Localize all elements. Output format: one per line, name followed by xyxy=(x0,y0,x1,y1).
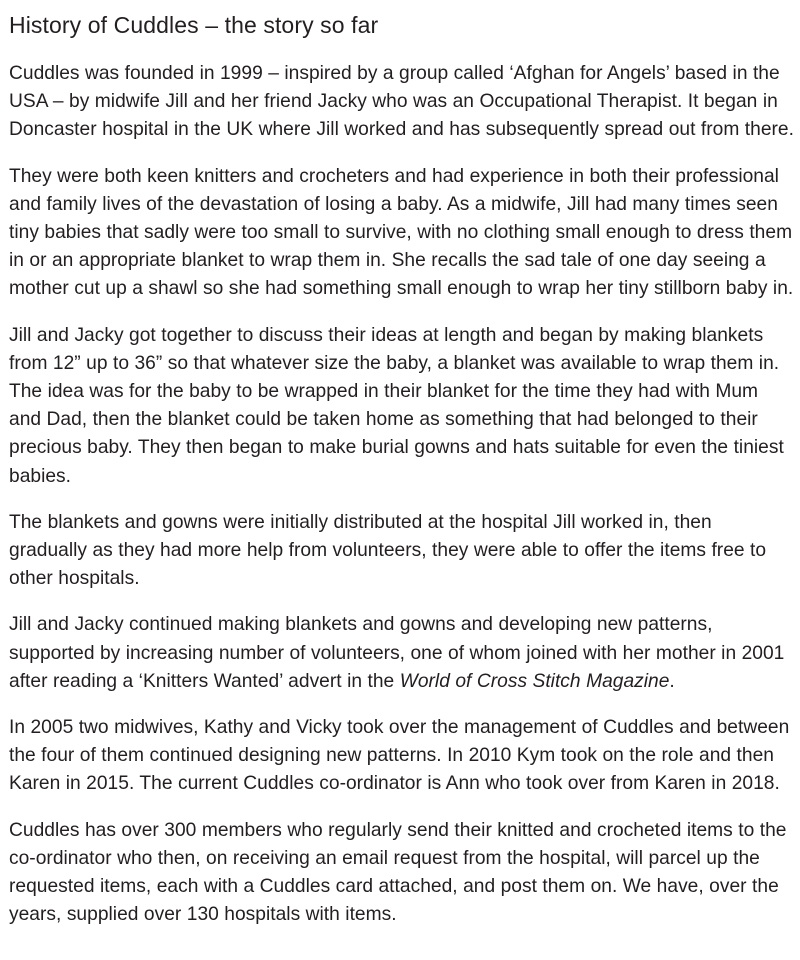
paragraph-founding: Cuddles was founded in 1999 – inspired by a group called ‘Afghan for Angels’ based in the USA – by midwife Jill and her friend Jacky who was an Occupational Therapist. It began in Doncaster hospital in the UK where Jill worked and has subsequently spread out from there. xyxy=(9,63,794,141)
paragraph-volunteers-growth xyxy=(9,611,795,696)
paragraph-text-after-magazine-title: . xyxy=(669,670,675,692)
page-title: History of Cuddles – the story so far xyxy=(9,12,379,38)
paragraph-blanket-sizes: Jill and Jacky got together to discuss their ideas at length and began by making blankets from 12” up to 36” so that whatever size the baby, a blanket was available to wrap them in. The idea was for the baby to be wrapped in their blanket for the time they had with Mum and Dad, then the blanket could be taken home as something that had belonged to their precious baby. They then began to make burial gowns and hats suitable for even the tiniest babies. xyxy=(9,324,784,487)
magazine-title: World of Cross Stitch Magazine xyxy=(399,670,670,692)
paragraph-coordinators: In 2005 two midwives, Kathy and Vicky took over the management of Cuddles and between the four of them continued designing new patterns. In 2010 Kym took on the role and then Karen in 2015. The current Cuddles co-ordinator is Ann who took over from Karen in 2018. xyxy=(9,717,790,795)
paragraph-membership: Cuddles has over 300 members who regularly send their knitted and crocheted items to the co-ordinator who then, on receiving an email request from the hospital, will parcel up the requested items, each with a Cuddles card attached, and post them on. We have, over the years, supplied over 130 hospitals with items. xyxy=(9,819,787,926)
paragraph-distribution: The blankets and gowns were initially distributed at the hospital Jill worked in, then gradually as they had more help from volunteers, they were able to offer the items free to other hospitals. xyxy=(9,511,767,590)
paragraph-text-before-magazine-title: Jill and Jacky continued making blankets and gowns and developing new patterns, supported by increasing number of volunteers, one of whom joined with her mother in 2001 after reading a ‘Knitters Wanted’ advert in the xyxy=(9,614,785,692)
paragraph-knitters-background: They were both keen knitters and crocheters and had experience in both their professional and family lives of the devastation of losing a baby. As a midwife, Jill had many times seen tiny babies that sadly were too small to survive, with no clothing small enough to dress them in or an appropriate blanket to wrap them in. She recalls the sad tale of one day seeing a mother cut up a shawl so she had something small enough to wrap her tiny stillborn baby in. xyxy=(9,165,794,300)
